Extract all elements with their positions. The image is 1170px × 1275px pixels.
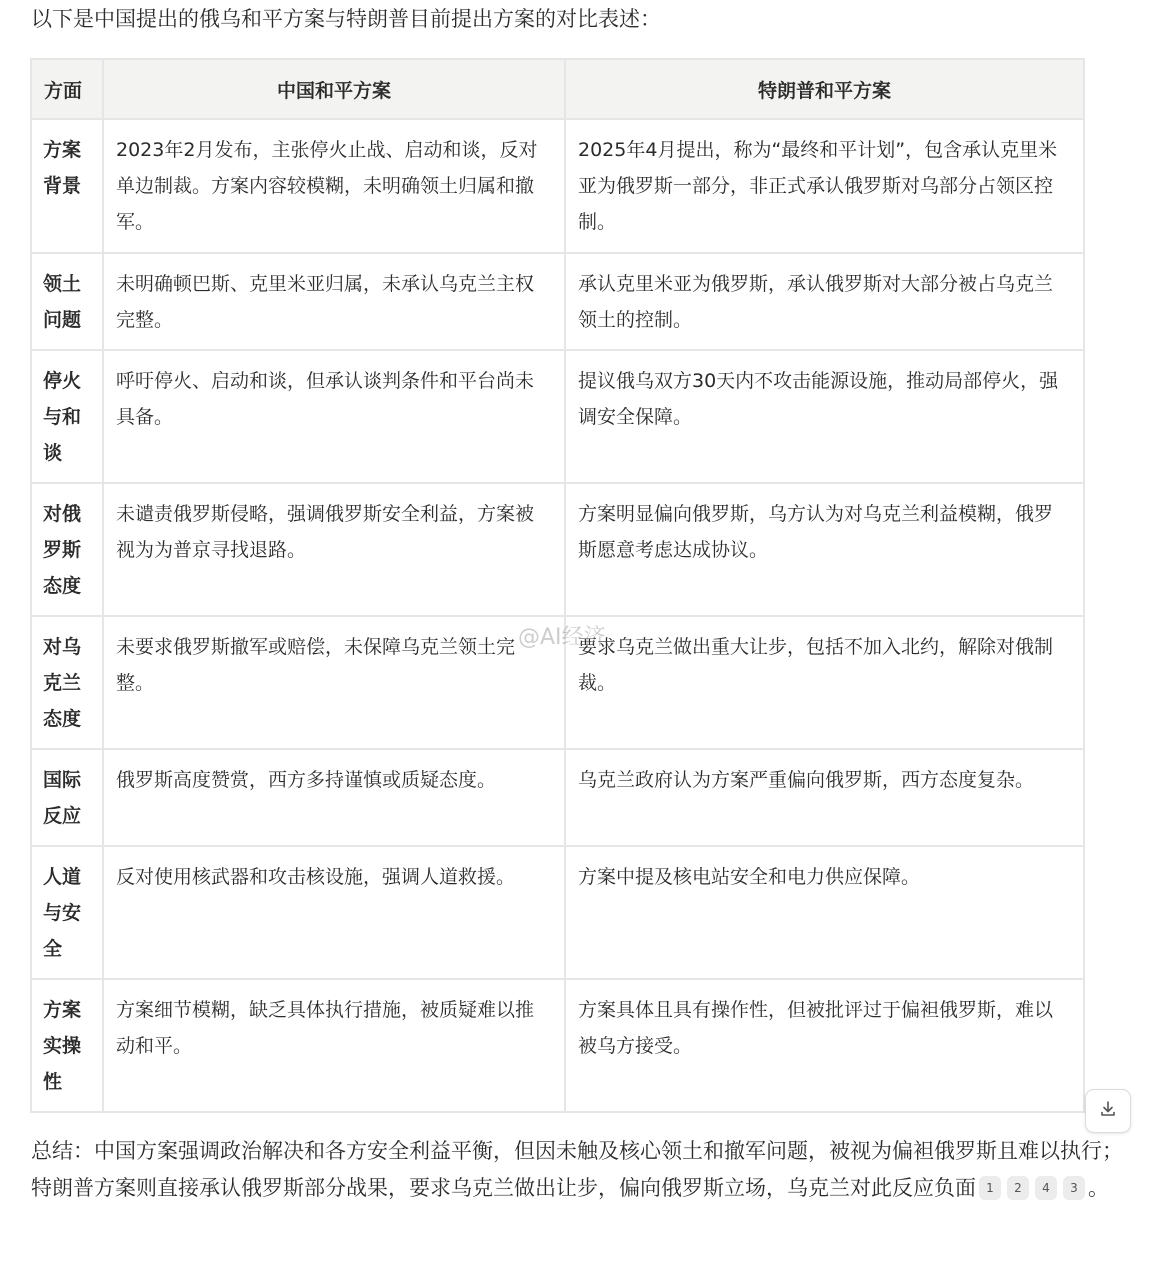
row-aspect: 人道与安全 [31,846,103,979]
citation-badge[interactable]: 1 [979,1176,1001,1200]
table-row [31,119,1084,253]
row-trump-cell: 承认克里米亚为俄罗斯，承认俄罗斯对大部分被占乌克兰领土的控制。 [565,253,1084,350]
table-row [31,350,1084,483]
row-trump-cell: 提议俄乌双方30天内不攻击能源设施，推动局部停火，强调安全保障。 [565,350,1084,483]
summary-end: 。 [1088,1176,1109,1200]
table-row [31,749,1084,846]
intro-text: 以下是中国提出的俄乌和平方案与特朗普目前提出方案的对比表述： [31,7,661,31]
comparison-table [30,58,1085,1113]
row-aspect: 停火与和谈 [31,350,103,483]
row-china-cell: 未明确顿巴斯、克里米亚归属，未承认乌克兰主权完整。 [103,253,565,350]
row-trump-cell: 方案明显偏向俄罗斯，乌方认为对乌克兰利益模糊，俄罗斯愿意考虑达成协议。 [565,483,1084,616]
row-china-cell: 呼吁停火、启动和谈，但承认谈判条件和平台尚未具备。 [103,350,565,483]
row-trump-cell: 方案具体且具有操作性，但被批评过于偏袒俄罗斯，难以被乌方接受。 [565,979,1084,1112]
table-row [31,483,1084,616]
row-china-cell: 2023年2月发布，主张停火止战、启动和谈，反对单边制裁。方案内容较模糊，未明确领土归属和撤军。 [103,119,565,253]
row-china-cell: 未要求俄罗斯撤军或赔偿，未保障乌克兰领土完整。 [103,616,565,749]
table-row [31,846,1084,979]
header-china-plan: 中国和平方案 [103,59,565,119]
row-china-cell: 反对使用核武器和攻击核设施，强调人道救援。 [103,846,565,979]
header-aspect: 方面 [31,59,103,119]
row-trump-cell: 2025年4月提出，称为“最终和平计划”，包含承认克里米亚为俄罗斯一部分，非正式承认俄罗斯对乌部分占领区控制。 [565,119,1084,253]
row-trump-cell: 要求乌克兰做出重大让步，包括不加入北约，解除对俄制裁。 [565,616,1084,749]
citation-badge[interactable]: 4 [1035,1176,1057,1200]
header-trump-plan: 特朗普和平方案 [565,59,1084,119]
download-button[interactable] [1085,1089,1131,1133]
row-aspect: 对俄罗斯态度 [31,483,103,616]
table-row [31,253,1084,350]
citation-badge[interactable]: 2 [1007,1176,1029,1200]
summary-paragraph [31,1133,1141,1207]
row-china-cell: 方案细节模糊，缺乏具体执行措施，被质疑难以推动和平。 [103,979,565,1112]
summary-text: 总结：中国方案强调政治解决和各方安全利益平衡，但因未触及核心领土和撤军问题，被视为偏袒俄罗斯且难以执行；特朗普方案则直接承认俄罗斯部分战果，要求乌克兰做出让步，偏向俄罗斯立场，乌克兰对此反应负面 [31,1139,1123,1200]
watermark: @AI经济 [518,625,606,650]
row-aspect: 方案背景 [31,119,103,253]
row-aspect: 国际反应 [31,749,103,846]
citation-badge[interactable]: 3 [1063,1176,1085,1200]
row-china-cell: 俄罗斯高度赞赏，西方多持谨慎或质疑态度。 [103,749,565,846]
table-header-row [31,59,1084,119]
row-china-cell: 未谴责俄罗斯侵略，强调俄罗斯安全利益，方案被视为为普京寻找退路。 [103,483,565,616]
row-trump-cell: 乌克兰政府认为方案严重偏向俄罗斯，西方态度复杂。 [565,749,1084,846]
row-aspect: 对乌克兰态度 [31,616,103,749]
row-aspect: 方案实操性 [31,979,103,1112]
table-row [31,979,1084,1112]
row-aspect: 领土问题 [31,253,103,350]
row-trump-cell: 方案中提及核电站安全和电力供应保障。 [565,846,1084,979]
download-icon [1099,1100,1117,1122]
